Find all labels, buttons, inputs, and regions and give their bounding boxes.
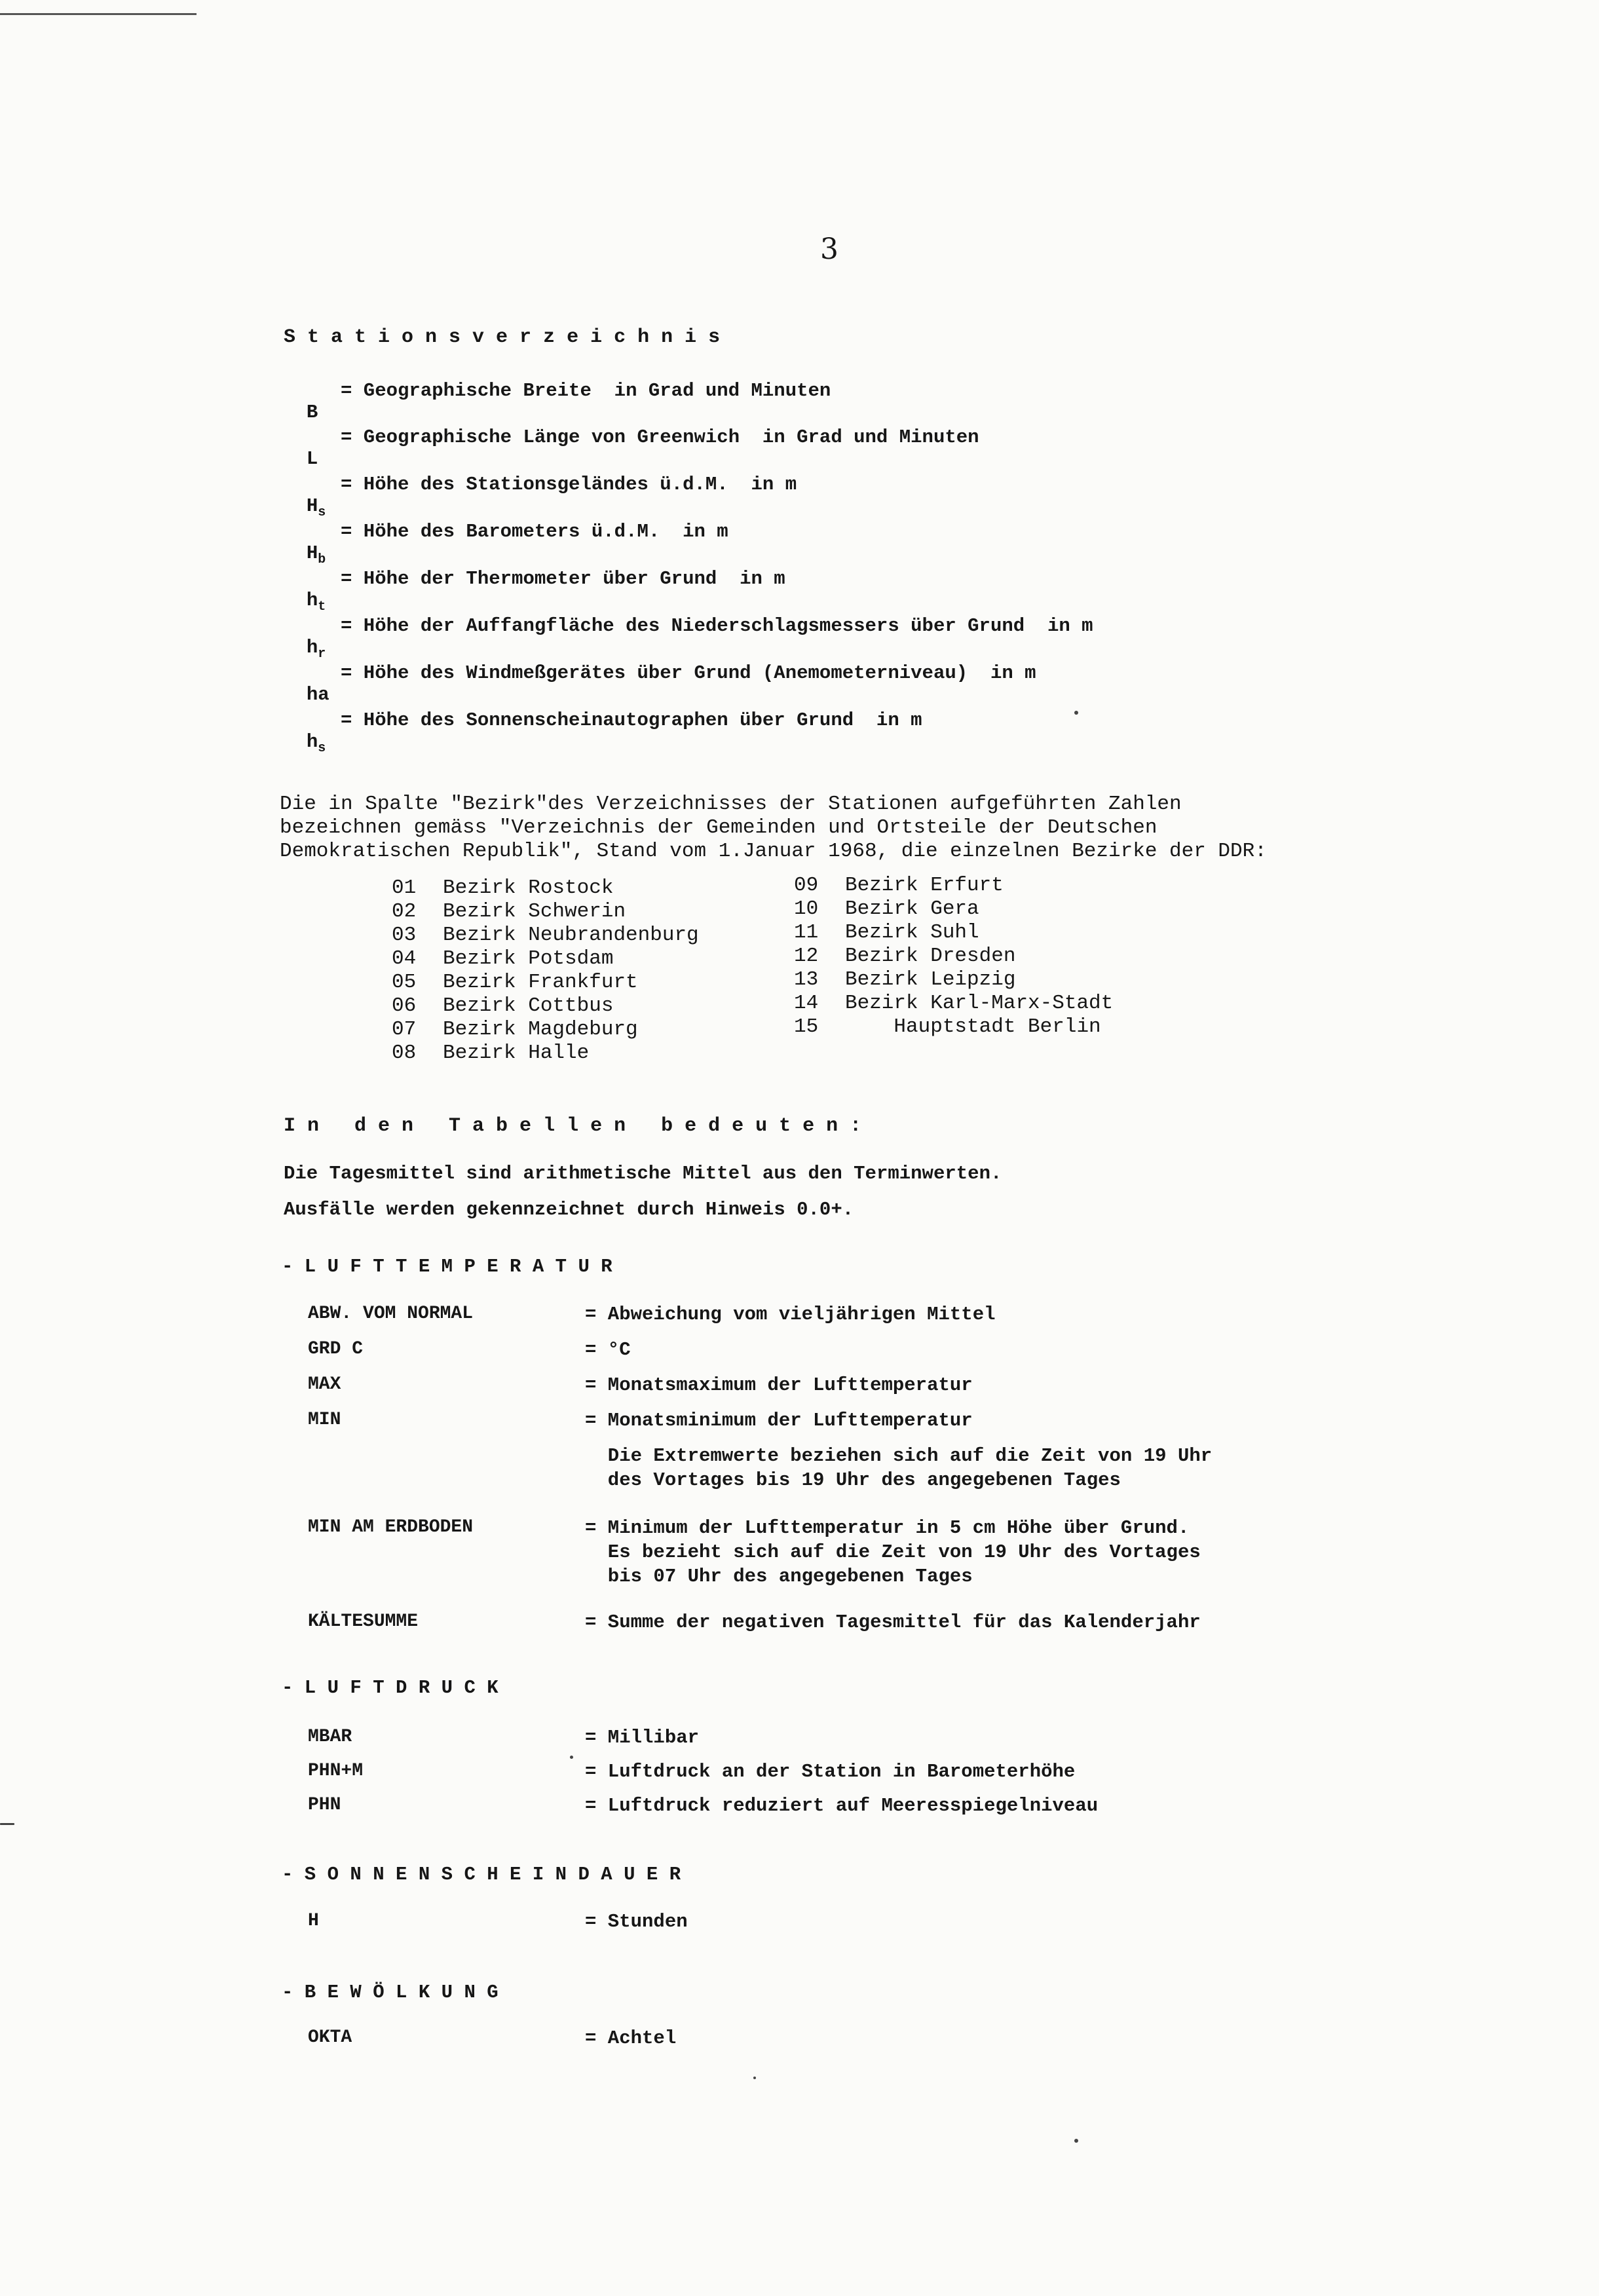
- bezirk-name: Bezirk Karl-Marx-Stadt: [845, 992, 1114, 1015]
- term-label: MAX: [308, 1374, 341, 1395]
- scan-speck: [0, 1823, 14, 1825]
- bezirk-item: [794, 992, 1113, 1015]
- tables-note: Die Tagesmittel sind arithmetische Mittel aus den Terminwerten.: [284, 1163, 1002, 1184]
- term-definition: = Stunden: [585, 1911, 688, 1932]
- legend-item: [284, 662, 329, 709]
- section-title-luftdruck: - L U F T D R U C K: [282, 1677, 499, 1699]
- bezirk-number: 06: [392, 994, 417, 1017]
- legend-text: = Höhe der Thermometer über Grund in m: [341, 568, 785, 590]
- legend-symbol: H: [306, 495, 318, 517]
- bezirk-number: 07: [392, 1018, 417, 1041]
- legend-symbol: H: [306, 542, 318, 564]
- bezirk-name: Bezirk Neubrandenburg: [443, 924, 699, 947]
- scan-speck: [1074, 2139, 1078, 2143]
- bezirk-number: 08: [392, 1042, 417, 1064]
- term-label: PHN: [308, 1795, 341, 1815]
- legend-item: [284, 709, 326, 756]
- bezirk-item: [392, 1018, 638, 1041]
- legend-text: = Höhe des Sonnenscheinautographen über Grund in m: [341, 709, 922, 731]
- term-label: MIN AM ERDBODEN: [308, 1517, 474, 1537]
- legend-item: [284, 380, 318, 426]
- legend-symbol: ha: [306, 684, 329, 706]
- bezirk-name: Bezirk Dresden: [845, 945, 1016, 968]
- bezirk-name: Bezirk Halle: [443, 1042, 590, 1064]
- bezirk-name: Bezirk Erfurt: [845, 874, 1004, 897]
- bezirk-item: [794, 897, 979, 920]
- term-label: KÄLTESUMME: [308, 1611, 419, 1632]
- bezirk-number: 14: [794, 992, 819, 1015]
- bezirk-number: 02: [392, 900, 417, 923]
- intro-line: Die in Spalte "Bezirk"des Verzeichnisses der Stationen aufgeführten Zahlen: [280, 793, 1182, 816]
- term-label: GRD C: [308, 1339, 364, 1359]
- section-title-lufttemperatur: - L U F T T E M P E R A T U R: [282, 1256, 612, 1277]
- legend-subscript: s: [318, 504, 326, 520]
- bezirk-name: Bezirk Potsdam: [443, 947, 614, 970]
- legend-subscript: t: [318, 599, 326, 614]
- bezirk-name: Bezirk Frankfurt: [443, 971, 638, 994]
- bezirk-number: 12: [794, 945, 819, 968]
- tables-heading: I n d e n T a b e l l e n b e d e u t e n :: [284, 1115, 862, 1137]
- bezirk-number: 10: [794, 897, 819, 920]
- bezirk-item: [794, 1015, 1101, 1038]
- term-definition: Es bezieht sich auf die Zeit von 19 Uhr des Vortages: [585, 1541, 1201, 1563]
- bezirk-item: [794, 921, 979, 944]
- legend-text: = Geographische Länge von Greenwich in Grad und Minuten: [341, 426, 979, 448]
- bezirk-item: [392, 947, 613, 970]
- legend-symbol: h: [306, 731, 318, 753]
- bezirk-number: 09: [794, 874, 819, 897]
- term-definition: = Luftdruck an der Station in Barometerhöhe: [585, 1761, 1076, 1782]
- term-definition: = Monatsmaximum der Lufttemperatur: [585, 1374, 973, 1396]
- legend-item: [284, 568, 326, 614]
- term-definition: = Monatsminimum der Lufttemperatur: [585, 1410, 973, 1431]
- legend-item: [284, 426, 318, 473]
- term-label: PHN+M: [308, 1761, 364, 1781]
- legend-symbol: h: [306, 590, 318, 611]
- term-definition: = Millibar: [585, 1727, 700, 1748]
- bezirk-item: [392, 971, 638, 994]
- bezirk-number: 13: [794, 968, 819, 991]
- bezirk-item: [392, 900, 626, 923]
- legend-subscript: r: [318, 646, 326, 662]
- term-definition: = Summe der negativen Tagesmittel für das Kalenderjahr: [585, 1611, 1201, 1633]
- bezirk-name: Bezirk Suhl: [845, 921, 979, 944]
- bezirk-item: [794, 968, 1015, 991]
- intro-line: Demokratischen Republik", Stand vom 1.Januar 1968, die einzelnen Bezirke der DDR:: [280, 840, 1267, 863]
- legend-text: = Höhe des Windmeßgerätes über Grund (Anemometerniveau) in m: [341, 662, 1036, 684]
- bezirk-name: Bezirk Leipzig: [845, 968, 1016, 991]
- section-title-sonnenscheindauer: - S O N N E N S C H E I N D A U E R: [282, 1864, 681, 1885]
- legend-symbol: h: [306, 637, 318, 658]
- bezirk-item: [392, 1042, 589, 1064]
- legend-item: [284, 521, 326, 567]
- legend-subscript: s: [318, 740, 326, 756]
- bezirk-number: 01: [392, 876, 417, 899]
- section-title-bewoelkung: - B E W Ö L K U N G: [282, 1982, 499, 2003]
- legend-text: = Geographische Breite in Grad und Minuten: [341, 380, 831, 402]
- bezirk-name: Bezirk Gera: [845, 897, 979, 920]
- top-rule: [0, 13, 197, 15]
- legend-subscript: b: [318, 552, 326, 567]
- station-list-heading: S t a t i o n s v e r z e i c h n i s: [284, 326, 721, 348]
- term-label: H: [308, 1911, 319, 1931]
- scan-speck: [753, 2077, 756, 2079]
- intro-line: bezeichnen gemäss "Verzeichnis der Gemeinden und Ortsteile der Deutschen: [280, 816, 1157, 839]
- bezirk-number: 15: [794, 1015, 819, 1038]
- legend-item: [284, 474, 326, 520]
- bezirk-item: [392, 994, 613, 1017]
- legend-text: = Höhe der Auffangfläche des Niederschlagsmessers über Grund in m: [341, 615, 1093, 637]
- scan-speck: [1074, 711, 1078, 715]
- scan-speck: [570, 1756, 573, 1759]
- term-definition: = Achtel: [585, 2027, 677, 2049]
- bezirk-name: Bezirk Magdeburg: [443, 1018, 638, 1041]
- bezirk-name: Bezirk Schwerin: [443, 900, 626, 923]
- bezirk-number: 11: [794, 921, 819, 944]
- bezirk-name: Bezirk Cottbus: [443, 994, 614, 1017]
- term-definition: = Abweichung vom vieljährigen Mittel: [585, 1304, 996, 1325]
- bezirk-item: [392, 876, 613, 899]
- term-definition: des Vortages bis 19 Uhr des angegebenen Tages: [585, 1469, 1121, 1491]
- legend-item: [284, 615, 326, 662]
- bezirk-number: 03: [392, 924, 417, 947]
- bezirk-number: 05: [392, 971, 417, 994]
- bezirk-name: Bezirk Rostock: [443, 876, 614, 899]
- bezirk-item: [794, 945, 1015, 968]
- term-definition: bis 07 Uhr des angegebenen Tages: [585, 1566, 973, 1587]
- page-number: 3: [820, 233, 838, 266]
- bezirk-number: 04: [392, 947, 417, 970]
- term-label: MIN: [308, 1410, 341, 1430]
- legend-symbol: L: [306, 448, 318, 470]
- tables-note: Ausfälle werden gekennzeichnet durch Hinweis 0.0+.: [284, 1199, 854, 1220]
- legend-symbol: B: [306, 402, 318, 423]
- term-label: ABW. VOM NORMAL: [308, 1304, 474, 1324]
- bezirk-item: [392, 924, 699, 947]
- term-label: MBAR: [308, 1727, 352, 1747]
- term-definition: Die Extremwerte beziehen sich auf die Zeit von 19 Uhr: [585, 1445, 1213, 1467]
- legend-text: = Höhe des Barometers ü.d.M. in m: [341, 521, 728, 542]
- bezirk-item: [794, 874, 1004, 897]
- term-definition: = Luftdruck reduziert auf Meeresspiegelniveau: [585, 1795, 1099, 1816]
- term-definition: = °C: [585, 1339, 631, 1361]
- term-definition: = Minimum der Lufttemperatur in 5 cm Höhe über Grund.: [585, 1517, 1190, 1539]
- bezirk-name: Hauptstadt Berlin: [845, 1015, 1101, 1038]
- legend-text: = Höhe des Stationsgeländes ü.d.M. in m: [341, 474, 797, 495]
- term-label: OKTA: [308, 2027, 352, 2048]
